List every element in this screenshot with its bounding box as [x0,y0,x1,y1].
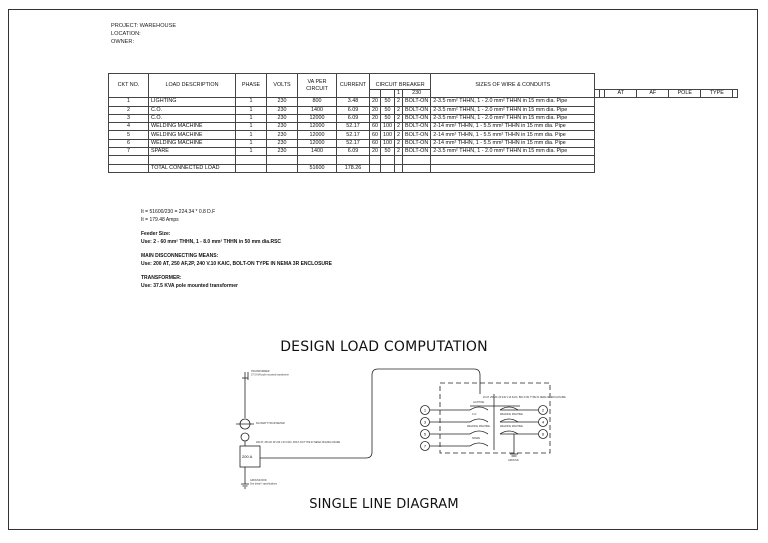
label-welding-left: WELDING MACHINE [467,425,490,428]
total-va: 51600 [298,164,337,172]
circuit-number-1: 1 [423,407,427,413]
cell-current: 3.48 [337,98,370,106]
cell-current: 52.17 [337,131,370,139]
cell-at: 60 [370,139,381,147]
cell-va: 12000 [298,139,337,147]
cell-desc: LIGHTING [149,98,236,106]
header-type: TYPE [701,90,733,98]
cell-ckt: 6 [109,139,149,147]
cell-at: 20 [370,106,381,114]
cell-phase: 1 [236,123,267,131]
cell-at: 20 [370,114,381,122]
cell-pole: 2 [395,139,403,147]
cell-va: 12000 [298,123,337,131]
cell-at: 20 [370,98,381,106]
cell-volts: 230 [267,98,298,106]
cell-current: 6.09 [337,106,370,114]
header-sizes: SIZES OF WIRE & CONDUITS [431,74,595,98]
header-phase: PHASE [236,74,267,98]
cell-volts: 230 [267,139,298,147]
panel-ground-label: GROUND [508,459,519,462]
cell-phase: 1 [236,114,267,122]
header-va-line2: CIRCUIT [306,85,328,92]
cell-af: 100 [381,131,395,139]
cell-type: BOLT-ON [403,131,431,139]
calc-line-1: It = 51600/230 = 224.34 * 0.8 D.F [141,209,216,215]
cell-sizes: 2-14 mm² THHN, 1 - 5.5 mm² THHN in 15 mm dia. Pipe [431,139,595,147]
sub-phase: 1 [395,90,403,98]
cell-va: 1400 [298,106,337,114]
main-breaker-note: 200 AT, 250 AF 2P 240 V.10 KAIC, BOLT-ON TYPE IN NEMA 3R ENCLOSURE [256,441,341,444]
cell-pole: 2 [395,106,403,114]
cell-current: 6.09 [337,114,370,122]
header-va-line1: VA PER [307,78,327,85]
calc-line-2: It = 179.48 Amps [141,216,179,223]
cell-pole: 2 [395,131,403,139]
cell-ckt: 3 [109,114,149,122]
sub-volts: 230 [403,90,431,98]
cell-type: BOLT-ON [403,148,431,156]
cell-at: 60 [370,123,381,131]
header-load-description: LOAD DESCRIPTION [149,74,236,98]
cell-phase: 1 [236,139,267,147]
header-af: AF [637,90,669,98]
cell-ckt: 7 [109,148,149,156]
cell-volts: 230 [267,131,298,139]
cell-va: 12000 [298,131,337,139]
header-current: CURRENT [337,74,370,98]
cell-sizes: 2-14 mm² THHN, 1 - 5.5 mm² THHN in 15 mm dia. Pipe [431,123,595,131]
feeder-use: Use: 2 - 60 mm² THHN, 1 - 8.0 mm² THHN in 50 mm dia.RSC [141,238,282,245]
total-label: TOTAL CONNECTED LOAD [149,164,236,172]
cell-type: BOLT-ON [403,106,431,114]
cell-af: 100 [381,123,395,131]
label-lighting: LIGHTING [473,401,485,404]
total-current: 178.26 [337,164,370,172]
cell-desc: WELDING MACHINE [149,139,236,147]
cell-sizes: 2-3.5 mm² THHN, 1 - 2.0 mm² THHN in 15 mm dia. Pipe [431,98,595,106]
header-circuit-breaker: CIRCUIT BREAKER [370,74,431,90]
cell-volts: 230 [267,148,298,156]
cell-volts: 230 [267,114,298,122]
cell-af: 50 [381,114,395,122]
meter-socket-symbol [241,433,249,441]
cell-af: 50 [381,148,395,156]
cell-type: BOLT-ON [403,123,431,131]
cell-va: 12000 [298,114,337,122]
cell-at: 60 [370,131,381,139]
kwh-meter-label: KILOWATT HOUR METER [256,422,285,425]
cell-va: 800 [298,98,337,106]
cell-at: 20 [370,148,381,156]
label-welding-right-1: WELDING MACHINE [500,413,523,416]
label-co: C.O. [472,413,477,416]
cell-pole: 2 [395,148,403,156]
cell-phase: 1 [236,148,267,156]
cell-pole: 2 [395,114,403,122]
cell-type: BOLT-ON [403,98,431,106]
cell-desc: WELDING MACHINE [149,131,236,139]
cell-af: 50 [381,106,395,114]
header-at: AT [605,90,637,98]
cell-desc: C.O. [149,106,236,114]
cell-type: BOLT-ON [403,114,431,122]
circuit-number-4: 4 [541,419,545,425]
header-pole: POLE [669,90,701,98]
cell-ckt: 1 [109,98,149,106]
cell-pole: 2 [395,98,403,106]
cell-desc: SPARE [149,148,236,156]
panel-note: 20 AT, 250 AF 2P 240 V.10 KAIC, BOLT-ON TYPE IN NEMA 3R ENCLOSURE [483,396,566,399]
cell-va: 1400 [298,148,337,156]
transformer-title: TRANSFORMER: [141,275,182,281]
single-line-diagram-title: SINGLE LINE DIAGRAM [309,497,459,512]
cell-phase: 1 [236,106,267,114]
cell-pole: 2 [395,123,403,131]
cell-sizes: 2-3.5 mm² THHN, 1 - 2.0 mm² THHN in 15 mm dia. Pipe [431,114,595,122]
circuit-number-2: 2 [541,407,545,413]
circuit-number-3: 3 [423,419,427,425]
project-line: PROJECT: WAREHOUSE [111,23,177,29]
cell-sizes: 2-3.5 mm² THHN, 1 - 2.0 mm² THHN in 15 mm dia. Pipe [431,148,595,156]
label-welding-right-2: WELDING MACHINE [500,425,523,428]
cell-sizes: 2-14 mm² THHN, 1 - 5.5 mm² THHN in 15 mm dia. Pipe [431,131,595,139]
cell-phase: 1 [236,131,267,139]
location-line: LOCATION: [111,31,141,37]
cell-current: 52.17 [337,139,370,147]
circuit-number-6: 6 [541,431,545,437]
cell-volts: 230 [267,106,298,114]
feeder-title: Feeder Size: [141,231,171,237]
cell-desc: C.O. [149,114,236,122]
main-breaker-rating: 200 A [242,454,253,459]
transformer-label: TRANSFORMER [251,370,270,373]
cell-current: 6.09 [337,148,370,156]
cell-current: 52.17 [337,123,370,131]
cell-type: BOLT-ON [403,139,431,147]
circuit-number-7: 7 [423,443,427,449]
cell-volts: 230 [267,123,298,131]
circuit-number-5: 5 [423,431,427,437]
cell-ckt: 4 [109,123,149,131]
cell-ckt: 5 [109,131,149,139]
transformer-note: 37.5 KVA pole mounted transformer [251,373,289,377]
cell-phase: 1 [236,98,267,106]
transformer-use: Use: 37.5 KVA pole mounted transformer [141,282,238,289]
cell-desc: WELDING MACHINE [149,123,236,131]
panelboard-enclosure [440,383,550,453]
owner-line: OWNER: [111,39,134,45]
cell-ckt: 2 [109,106,149,114]
feeder-conductor [260,369,480,458]
ground-rod-note: See detail / specifications [250,482,277,486]
cell-sizes: 2-3.5 mm² THHN, 1 - 2.0 mm² THHN in 15 mm dia. Pipe [431,106,595,114]
header-ckt-no: CKT NO. [109,74,149,98]
design-load-title: DESIGN LOAD COMPUTATION [280,339,488,355]
cell-af: 100 [381,139,395,147]
ground-rod-label: GROUND ROD [250,479,267,482]
main-disconnect-use: Use: 200 AT, 250 AF,2P, 240 V.10 KAIC, BOLT-ON TYPE IN NEMA 3R ENCLOSURE [141,260,332,267]
label-spare: SPARE [472,437,480,440]
header-volts: VOLTS [267,74,298,98]
main-disconnect-title: MAIN DISCONNECTING MEANS: [141,253,219,259]
cell-af: 50 [381,98,395,106]
